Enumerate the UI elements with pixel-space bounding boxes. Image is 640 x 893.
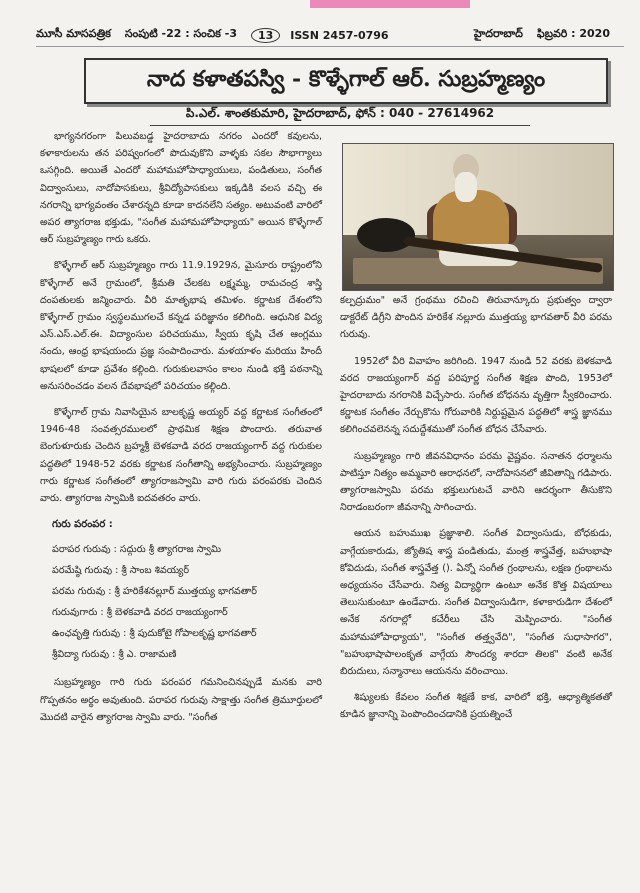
- lineage-list: [52, 539, 322, 665]
- lineage-heading: గురు పరంపర :: [52, 519, 113, 531]
- issue-date: ఫిబ్రవరి : 2020: [536, 27, 610, 40]
- magazine-name: మూసీ మాసపత్రిక: [36, 27, 111, 40]
- article-title: నాద కళాతపస్వి - కొళ్ళేగాల్ ఆర్. సుబ్రహ్మణ్యం: [84, 58, 608, 104]
- paragraph: సుబ్రహ్మణ్యం గారి జీవనవిధానం పరమ వైష్ణవం. సనాతన ధర్మాలను పాటిస్తూ నిత్యం అమ్మవారి ఆరాధనలో, నాదోపాసనలో జీవితాన్ని గడిపారు. త్యాగరాజస్వామి పరమ భక్తులుగుటచే వారిని ఆదర్శంగా తీసుకొని నిరాడంబరంగా జీవనాన్ని సాగించారు.: [340, 450, 612, 514]
- mridangam-drum: [357, 218, 415, 252]
- volume-issue: సంపుటి -22 : సంచిక -3: [124, 27, 237, 40]
- lineage-item: పరమ గురువు : శ్రీ హరికేశనల్లూర్ ముత్తయ్య భాగవతార్: [52, 586, 257, 598]
- paragraph: 1952లో వీరి వివాహం జరిగింది. 1947 నుండి 52 వరకు బెళకవాడి వరద రాజయ్యంగార్ వద్ద పరిపూర్ణ సంగీత శిక్షణ పొంది, 1953లో హైదరాబాదు నగరానికి విచ్చేసారు. సంగీత బోధనను వృత్తిగా స్వీకరించారు. కర్ణాటక సంగీతం నేర్చుకొను గోరువారికి నిర్దుష్టమైన పద్ధతిలో శాస్త్ర జ్ఞానము కలిగించవలెనన్న సదుద్దేశముతో సంగీత బోధన చేసేవారు.: [340, 355, 612, 436]
- paragraph: శిష్యులకు కేవలం సంగీత శిక్షణే కాక, వారిలో భక్తి, ఆధ్యాత్మికతతో కూడిన జ్ఞానాన్ని పెంపొందించడానికి ప్రయత్నించే: [340, 692, 612, 721]
- right-column: [340, 292, 612, 733]
- paragraph: సుబ్రహ్మణ్యం గారి గురు పరంపర గమనించినప్పుడే మనకు వారి గొప్పతనం అర్థం అవుతుంది. పరాపర గురువు సాక్షాత్తు సంగీత త్రిమూర్తులలో మొదటి వారైన త్యాగరాజ స్వామి వారు. "సంగీత: [40, 677, 322, 723]
- paragraph: భాగ్యనగరంగా పిలువబడ్డ హైదరాబాదు నగరం ఎందరో కవులను, కళాకారులను తన పరిష్వంగంలో పొదువుకొని వాళ్ళకు సకల సౌభాగ్యాలు ఒసగ్గింది. అయితే ఎందరో మహామహోపాధ్యాయులు, పండితులు, సంగీత విద్వాంసులు, నాదోపాసకులు, శ్రీవిద్యోపాసకులు ఇక్కడికి వలస వచ్చి ఈ నగరాన్ని భాగ్యవంతం చేశారన్నది కూడా కాదనలేని సత్యం. అటువంటి వారిలో అపర త్యాగరాజ భక్తుడు, "సంగీత మహామహోపాధ్యాయ" అయిన కొళ్ళేగాల్ ఆర్ సుబ్రహ్మణ్యం గారు ఒకరు.: [40, 131, 322, 246]
- page-header: [36, 24, 624, 47]
- paragraph: ఆయన బహుముఖ ప్రజ్ఞాశాలి. సంగీత విద్వాంసుడు, బోధకుడు, వాగ్గేయకారుడు, జ్యోతిష శాస్త్ర పండితుడు, మంత్ర శాస్త్రవేత్త, బహుభాషా కోవిదుడు, సంగీత శాస్త్రవేత్త (). ఏన్నో సంగీత గ్రంథాలను, లక్షణ గ్రంథాలను అధ్యయనం చేసేవారు. నిత్య విద్యార్థిగా ఉంటూ అనేక కొత్త విషయాలు తెలుసుకుంటూ ఉండేవారు. సంగీత విద్వాంసుడిగా, కళాకారుడిగా దేశంలో అనేక నగరాల్లో కచేరీలు చేసి మెప్పించారు. "సంగీత మహామహోపాధ్యాయ", "సంగీత తత్త్వవేది", "సంగీత సుధాసాగర", "బహుభాషాపాలంకృత వాగ్గేయ సౌందర్య శారదా తిలక" వంటి అనేక బిరుదులు, సన్మానాలు ఆయనను వరించాయి.: [340, 528, 612, 678]
- paragraph: కొళ్ళేగాల్ ఆర్ సుబ్రహ్మణ్యం గారు 11.9.1929న, మైసూరు రాష్ట్రంలోని కొళ్ళేగాల్ అనే గ్రామంలో, శ్రీమతి చేలకట లక్ష్మమ్మ, రామచంద్ర శాస్త్రి దంపతులకు జన్మించారు. వీరి మాతృభాష తమిళం. కర్ణాటక దేశంలోని కొళ్ళేగాల్ గ్రామం స్వస్థలముగలచే కన్నడ పరిజ్ఞానం కలిగింది. ఆధునిక విద్య ఎస్.ఎస్.ఎల్.ఈ. విద్యాంసుల పరిచయము, స్వీయ కృషి చేత ఆంగ్లము నందు, ఆంధ్ర భాషయందు ప్రజ్ఞ సంపాదించారు. మళయాళం మరియు హిందీ భాషలలో కూడా ప్రవేశం కల్గింది. గురుకులవాసం కాలం నుండి భక్తి పఠనాన్ని అనుసరించడం వలన దేవభాషలో పరిచయం కల్గింది.: [40, 260, 322, 392]
- lineage-item: పరమేష్ఠి గురువు : శ్రీ సాంబ శివయ్యర్: [52, 565, 190, 577]
- page-number: 13: [251, 28, 280, 43]
- author-line: పి.ఎల్. శాంతకుమారి, హైదరాబాద్, ఫోన్ : 040 - 27614962: [150, 106, 530, 126]
- issn: ISSN 2457-0796: [290, 28, 389, 42]
- lineage-item: గురువుగారు : శ్రీ బెళకవాడి వరద రాజయ్యంగార్: [52, 607, 228, 619]
- lineage-item: పరాపర గురువు : సద్గురు శ్రీ త్యాగరాజ స్వామి: [52, 544, 222, 556]
- lineage-item: ఉంఛవృత్తి గురువు : శ్రీ పుదుకోటై గోపాలకృష్ణ భాగవతార్: [52, 628, 257, 640]
- paragraph: కల్పద్రుమం" అనే గ్రంథము రచించి తిరువాన్కూరు ప్రభుత్వం ద్వారా డాక్టరేట్ డిగ్రీని పొందిన హరికేశ నల్లూరు ముత్తయ్య భాగవతార్ వీరి పరమ గురువు.: [340, 295, 612, 341]
- lineage-item: శ్రీవిద్యా గురువు : శ్రీ ఎ. రాజామణి: [52, 649, 177, 661]
- city: హైదరాబాద్: [473, 27, 523, 40]
- left-column: [40, 128, 322, 735]
- paragraph: కొళ్ళేగాల్ గ్రామ నివాసియైన బాలకృష్ణ అయ్యర్ వద్ద కర్ణాటక సంగీతంలో 1946-48 సంవత్సరములలో ప్రాథమిక శిక్షణ పొందారు. తరువాత బెంగుళూరుకు చెందిన బ్రహ్మశ్రీ బెళకవాడి వరద రాజయ్యంగార్ వద్ద గురుకుల పద్ధతిలో 1948-52 వరకు కర్ణాటక సంగీతాన్ని అభ్యసించారు. సుబ్రహ్మణ్యం గారు కర్ణాటక సంగీతంలో త్యాగరాజస్వామి వారి గురు పరంపరకు చెందిన వారు. త్యాగరాజ స్వామికి ఐదవతరం వారు.: [40, 407, 322, 505]
- musician-photo: [342, 143, 614, 291]
- top-edge-strip: [310, 0, 470, 8]
